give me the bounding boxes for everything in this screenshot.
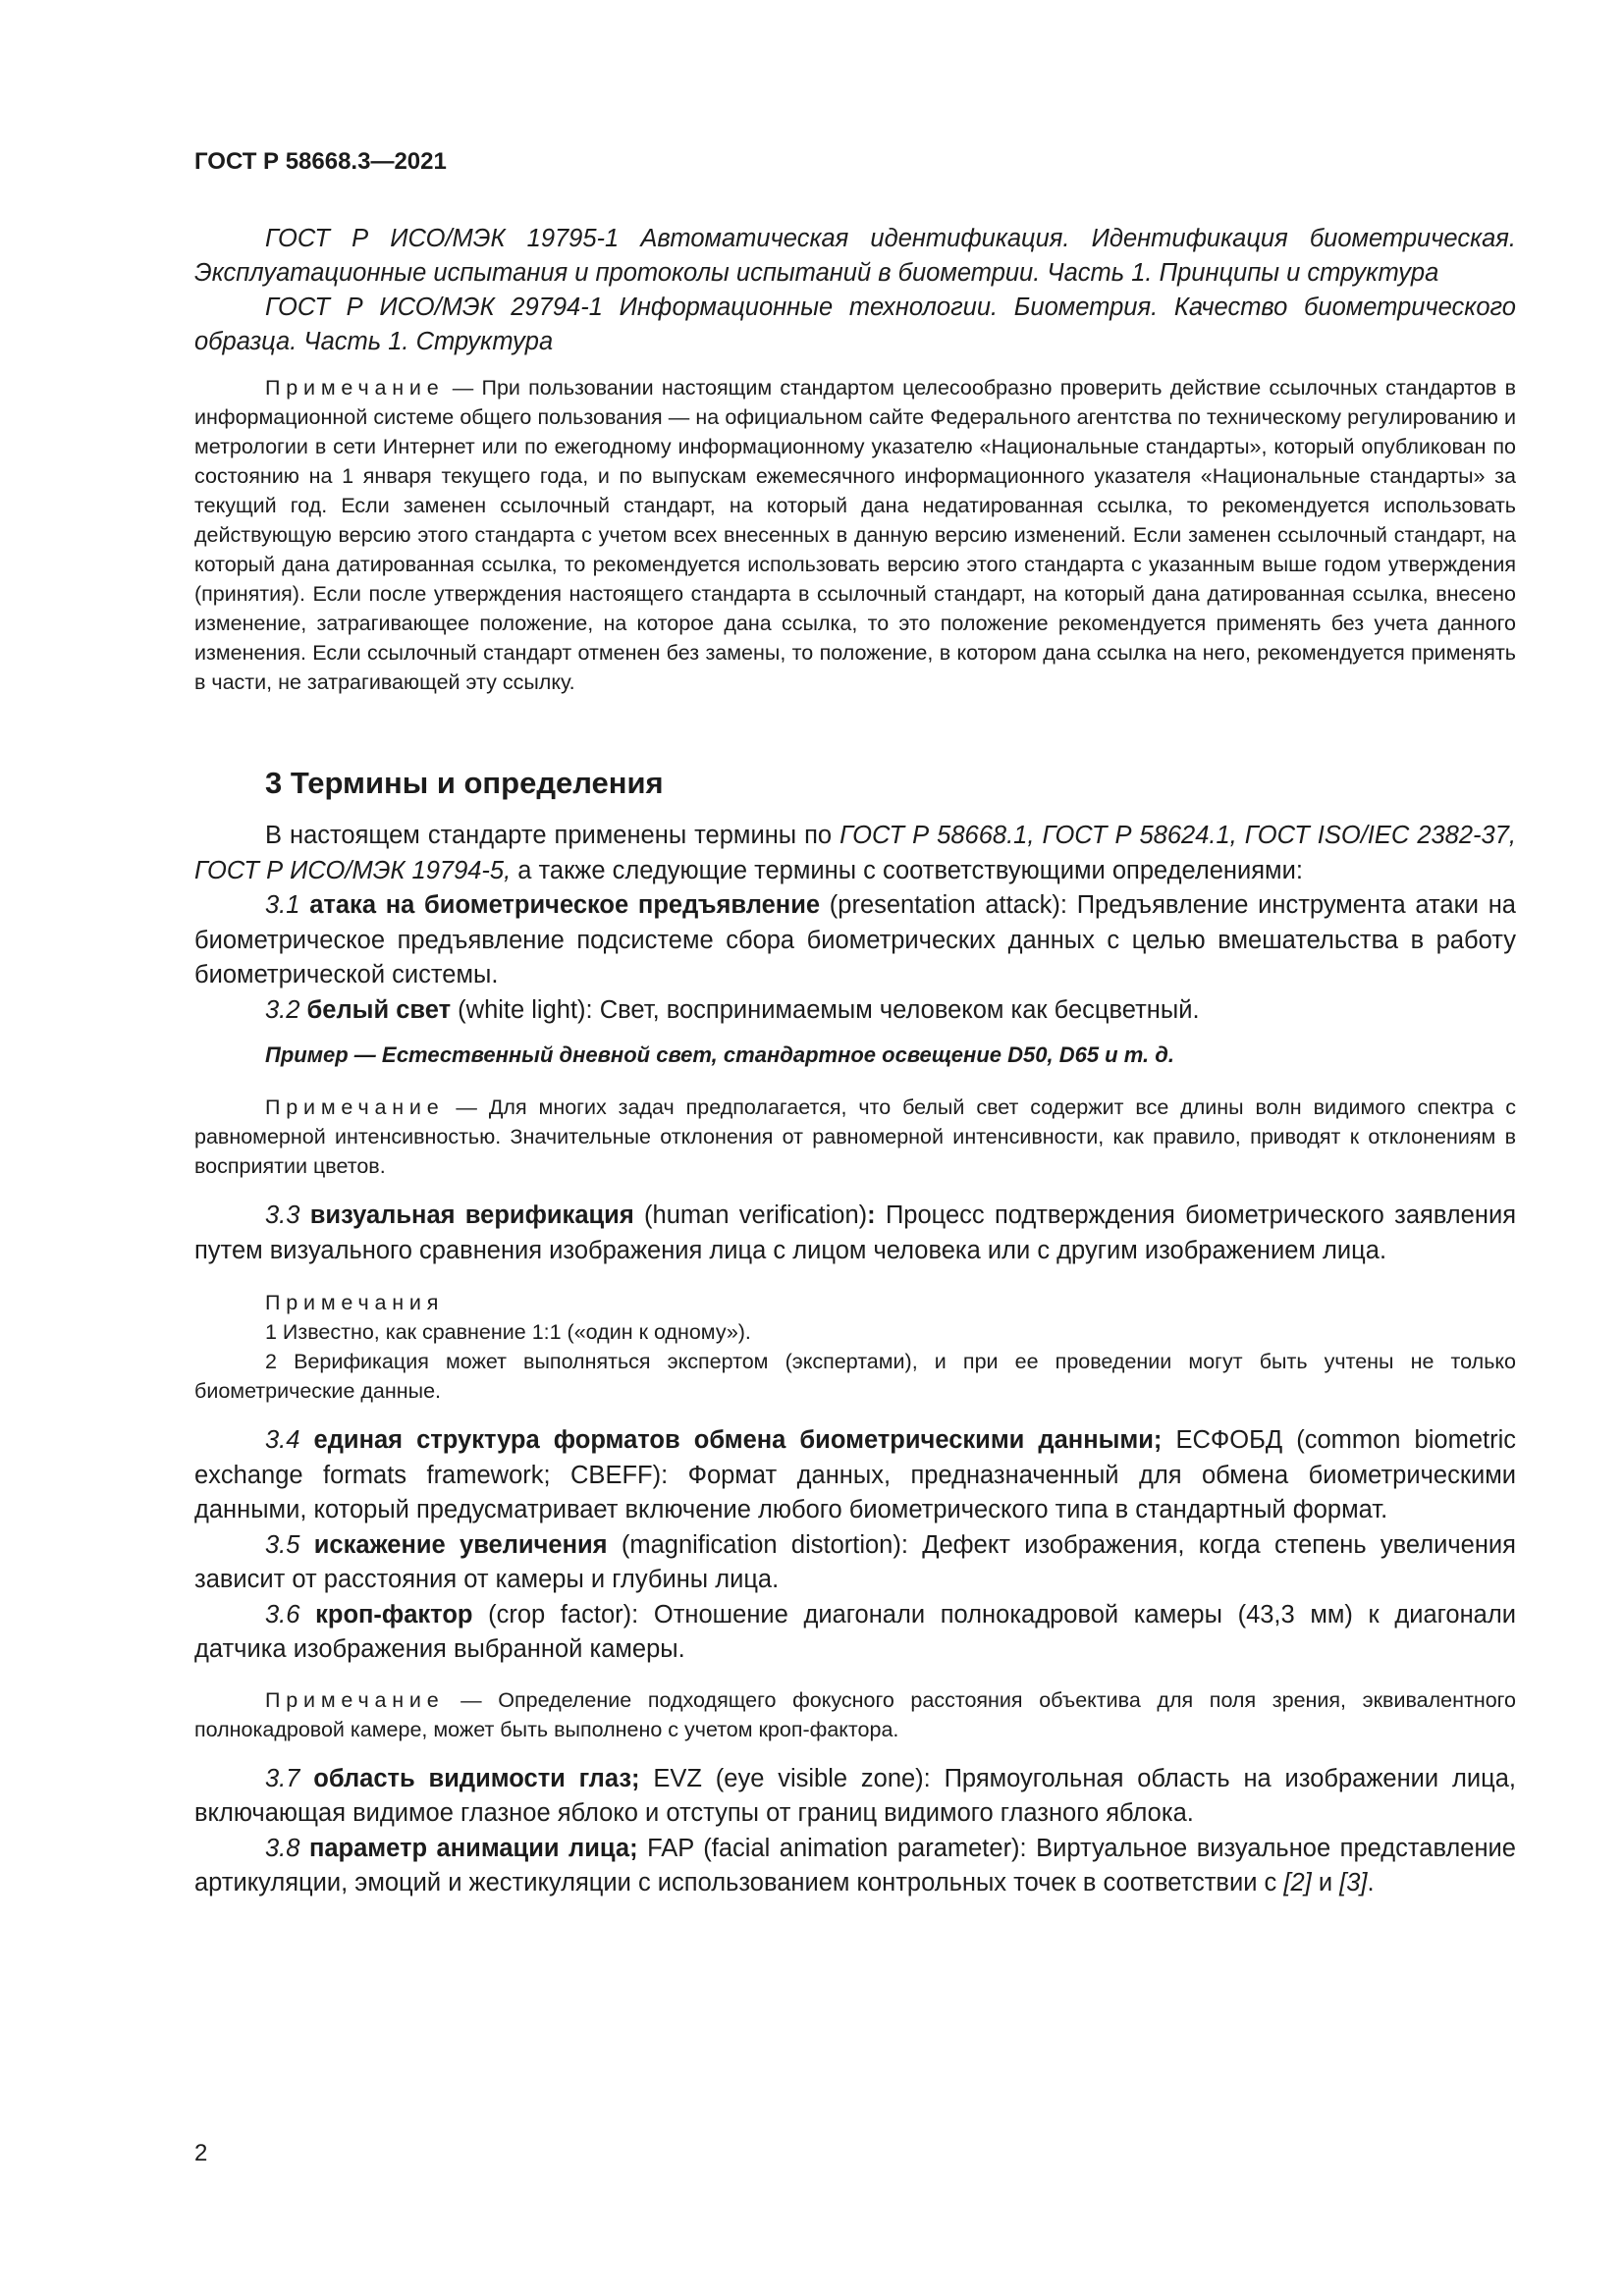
term-definition: EVZ (eye visible zone): Прямоугольная область на изображении лица, включающая видимое глазное яблоко и отступы от границ видимого глазного яблока. (194, 1764, 1516, 1827)
term-definition: FAP (facial animation parameter): Виртуальное визуальное представление артикуляции, эмоций и жестикуляции с использованием контрольных точек в соответствии с (194, 1834, 1516, 1896)
bib-ref: [2] (1283, 1869, 1312, 1896)
reference-item: ГОСТ Р ИСО/МЭК 29794-1 Информационные технологии. Биометрия. Качество биометрического образца. Часть 1. Структура (194, 294, 1516, 355)
term-number: 3.2 (265, 995, 300, 1024)
term-definition: (presentation attack): Предъявление инструмента атаки на биометрическое предъявление подсистеме сбора биометрических данных с целью вмешательства в работу биометрической системы. (194, 891, 1516, 988)
note-label: Примечание (265, 376, 445, 400)
page-number: 2 (194, 2140, 208, 2166)
note-item: 1 Известно, как сравнение 1:1 («один к одному»). (265, 1320, 751, 1344)
term-name: визуальная верификация (309, 1201, 634, 1229)
term-name: белый свет (306, 995, 452, 1024)
term-name: параметр анимации лица; (308, 1834, 638, 1862)
section-intro (194, 819, 1516, 888)
term-definition: (crop factor): Отношение диагонали полнокадровой камеры (43,3 мм) к диагонали датчика изображения выбранной камеры. (194, 1600, 1516, 1663)
term-3-3 (194, 1199, 1516, 1268)
term-definition: Процесс подтверждения биометрического заявления путем визуального сравнения изображения лица с лицом человека или с другим изображением лица. (194, 1201, 1516, 1264)
section-title: 3 Термины и определения (265, 766, 664, 800)
term-number: 3.6 (265, 1600, 300, 1629)
term-definition: (magnification distortion): Дефект изображения, когда степень увеличения зависит от расстояния от камеры и глубины лица. (194, 1530, 1516, 1593)
document-body (194, 222, 1516, 1901)
term-3-6 (194, 1598, 1516, 1668)
period: . (1367, 1869, 1375, 1896)
note-text: Определение подходящего фокусного расстояния объектива для поля зрения, эквивалентного полнокадровой камере, может быть выполнено с учетом кроп-фактора. (194, 1687, 1516, 1741)
term-name: единая структура форматов обмена биометрическими данными; (313, 1426, 1163, 1454)
term-name: атака на биометрическое предъявление (309, 891, 821, 919)
term-3-4 (194, 1423, 1516, 1528)
note-text: Для многих задач предполагается, что белый свет содержит все длины волн видимого спектра с равномерной интенсивностью. Значительные отклонения от равномерной интенсивности, как правило, приводят к отклонениям в восприятии цветов. (194, 1095, 1516, 1178)
term-3-7 (194, 1762, 1516, 1832)
term-note (194, 1093, 1516, 1181)
intro-refs: ГОСТ Р 58668.1, ГОСТ Р 58624.1, ГОСТ ISO/IEC 2382-37, ГОСТ Р ИСО/МЭК 19794-5, (194, 822, 1516, 884)
term-3-2 (194, 993, 1516, 1029)
term-3-5 (194, 1528, 1516, 1598)
term-definition: ЕСФОБД (common biometric exchange formats framework; CBEFF): Формат данных, предназначенный для обмена биометрическими данными, который предусматривает включение любого биометрического типа в стандартный формат. (194, 1426, 1516, 1523)
note-label: Примечание (265, 1687, 445, 1712)
term-name: область видимости глаз; (313, 1764, 640, 1792)
conjunction: и (1311, 1869, 1340, 1896)
intro-suffix: а также следующие термины с соответствующими определениями: (511, 856, 1303, 884)
term-colon: : (867, 1201, 876, 1229)
term-number: 3.4 (265, 1426, 300, 1454)
term-definition: (white light): Свет, воспринимаемым человеком как бесцветный. (451, 995, 1200, 1024)
term-name: искажение увеличения (313, 1530, 608, 1559)
term-number: 3.7 (265, 1764, 300, 1792)
notes-heading: Примечания (265, 1291, 445, 1314)
term-3-1 (194, 888, 1516, 993)
note-dash: — (444, 1687, 499, 1712)
term-note (194, 1685, 1516, 1744)
note-item: 2 Верификация может выполняться экспертом (экспертами), и при ее проведении могут быть учтены не только биометрические данные. (194, 1350, 1516, 1403)
note-dash: — (444, 1095, 489, 1119)
term-number: 3.8 (265, 1834, 300, 1862)
note-text: При пользовании настоящим стандартом целесообразно проверить действие ссылочных стандартов в информационной системе общего пользования — на официальном сайте Федерального агентства по техническому регулированию и метрологии в сети Интернет или по ежегодному информационному указателю «Национальные стандарты», который опубликован по состоянию на 1 января текущего года, и по выпускам ежемесячного информационного указателя «Национальные стандарты» за текущий год. Если заменен ссылочный стандарт, на который дана недатированная ссылка, то рекомендуется использовать действующую версию этого стандарта с учетом всех внесенных в данную версию изменений. Если заменен ссылочный стандарт, на который дана датированная ссылка, то рекомендуется использовать версию этого стандарта с указанным выше годом утверждения (принятия). Если после утверждения настоящего стандарта в ссылочный стандарт, на который дана датированная ссылка, внесено изменение, затрагивающее положение, на которое дана ссылка, то это положение рекомендуется применять без учета данного изменения. Если ссылочный стандарт отменен без замены, то положение, в котором дана ссылка на него, рекомендуется применять в части, не затрагивающей эту ссылку. (194, 376, 1516, 694)
term-number: 3.1 (265, 891, 300, 919)
note-dash: — (444, 376, 482, 400)
term-english: (human verification) (633, 1201, 868, 1229)
note-label: Примечание (265, 1095, 445, 1119)
term-name: кроп-фактор (315, 1600, 473, 1629)
note-main (194, 373, 1516, 697)
term-3-8 (194, 1832, 1516, 1901)
term-number: 3.3 (265, 1201, 300, 1229)
term-example: Пример — Естественный дневной свет, стандартное освещение D50, D65 и т. д. (265, 1042, 1174, 1067)
intro-prefix: В настоящем стандарте применены термины по (265, 822, 840, 849)
bib-ref: [3] (1339, 1869, 1368, 1896)
document-page (194, 0, 1516, 2296)
term-number: 3.5 (265, 1530, 300, 1559)
reference-item: ГОСТ Р ИСО/МЭК 19795-1 Автоматическая идентификация. Идентификация биометрическая. Эксплуатационные испытания и протоколы испытаний в биометрии. Часть 1. Принципы и структура (194, 225, 1516, 287)
page-header: ГОСТ Р 58668.3—2021 (194, 148, 447, 175)
